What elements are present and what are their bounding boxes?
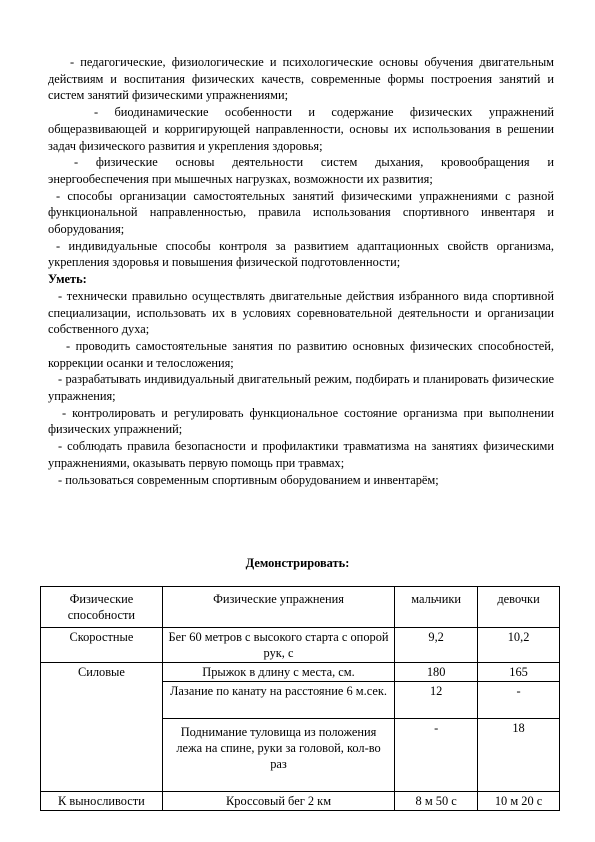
ability-cell: Силовые bbox=[41, 663, 163, 792]
girls-cell: 165 bbox=[478, 663, 560, 682]
ability-cell: Скоростные bbox=[41, 628, 163, 663]
boys-cell: 9,2 bbox=[395, 628, 478, 663]
skills-item: - разрабатывать индивидуальный двигательный режим, подбирать и планировать физические упражнения; bbox=[48, 372, 554, 404]
skills-item: - соблюдать правила безопасности и профилактики травматизма на занятиях физическими упражнениями, оказывать первую помощь при травмах; bbox=[48, 439, 554, 470]
ability-cell: К выносливости bbox=[41, 792, 163, 811]
requirements-text bbox=[48, 54, 554, 488]
knowledge-item: - физические основы деятельности систем дыхания, кровообращения и энергообеспечения при мышечных нагрузках, возможности их развития; bbox=[48, 155, 554, 186]
table-row bbox=[41, 628, 560, 663]
skills-item: - технически правильно осуществлять двигательные действия избранного вида спортивной специализации, использовать их в условиях соревновательной деятельности и организации собственного духа; bbox=[48, 288, 554, 337]
knowledge-item: - индивидуальные способы контроля за развитием адаптационных свойств организма, укрепления здоровья и повышения физической подготовленности; bbox=[48, 238, 554, 270]
girls-cell: 18 bbox=[478, 719, 560, 792]
exercise-cell: Поднимание туловища из положения лежа на спине, руки за головой, кол-во раз bbox=[162, 719, 394, 792]
demo-title: Демонстрировать: bbox=[245, 556, 350, 570]
boys-cell: - bbox=[395, 719, 478, 792]
boys-cell: 8 м 50 с bbox=[395, 792, 478, 811]
table-row bbox=[41, 792, 560, 811]
header-girls: девочки bbox=[478, 587, 560, 628]
knowledge-item: - способы организации самостоятельных занятий физическими упражнениями с разной функциональной направленностью, правила использования спортивного инвентаря и оборудования; bbox=[48, 188, 554, 237]
girls-cell: - bbox=[478, 682, 560, 719]
skills-item: - проводить самостоятельные занятия по развитию основных физических способностей, коррекции осанки и телосложения; bbox=[48, 338, 554, 370]
standards-table bbox=[40, 586, 560, 811]
skills-item: - пользоваться современным спортивным оборудованием и инвентарём; bbox=[58, 472, 439, 487]
girls-cell: 10,2 bbox=[478, 628, 560, 663]
exercise-cell: Прыжок в длину с места, см. bbox=[162, 663, 394, 682]
knowledge-item: - педагогические, физиологические и психологические основы обучения двигательным действиям и воспитания физических качеств, современные формы построения занятий и систем занятий физическими упражнениями; bbox=[48, 55, 554, 103]
boys-cell: 12 bbox=[395, 682, 478, 719]
header-exercise: Физические упражнения bbox=[162, 587, 394, 628]
exercise-cell: Бег 60 метров с высокого старта с опорой рук, с bbox=[162, 628, 394, 663]
table-header-row bbox=[41, 587, 560, 628]
skills-item: - контролировать и регулировать функциональное состояние организма при выполнении физических упражнений; bbox=[48, 405, 554, 437]
header-ability: Физические способности bbox=[41, 587, 163, 628]
skills-heading: Уметь: bbox=[48, 272, 87, 287]
table-row bbox=[41, 663, 560, 682]
exercise-cell: Кроссовый бег 2 км bbox=[162, 792, 394, 811]
knowledge-item: - биодинамические особенности и содержание физических упражнений общеразвивающей и корригирующей направленности, основы их использования в решении задач физического развития и укрепления здоровья; bbox=[48, 105, 554, 153]
header-boys: мальчики bbox=[395, 587, 478, 628]
exercise-cell: Лазание по канату на расстояние 6 м.сек. bbox=[162, 682, 394, 719]
boys-cell: 180 bbox=[395, 663, 478, 682]
girls-cell: 10 м 20 с bbox=[478, 792, 560, 811]
